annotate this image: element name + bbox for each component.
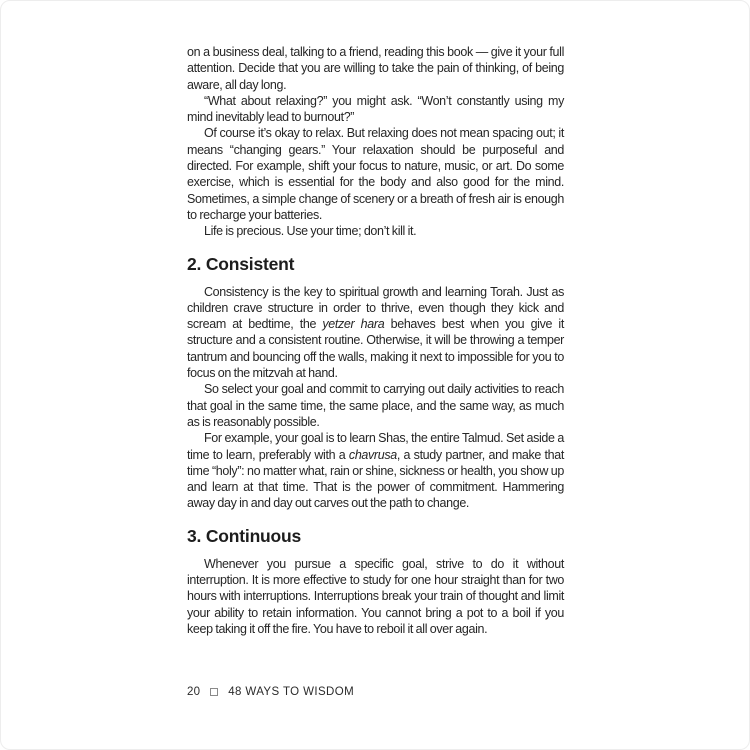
page-footer (187, 686, 354, 698)
paragraph (187, 284, 564, 382)
paragraph-text-run: For example, your goal is to learn Shas, the entire Talmud. Set aside a time to learn, preferably with a (187, 431, 564, 462)
page-number: 20 (187, 686, 201, 698)
italic-term-chavrusa: chavrusa (348, 447, 397, 462)
paragraph: So select your goal and commit to carrying out daily activities to reach that goal in the same time, the same place, and the same way, as much as is reasonably possible. (187, 382, 564, 429)
paragraph-text-run: behaves best when you give it structure and a consistent routine. Otherwise, it will be throwing a temper tantrum and bouncing off the walls, making it next to impossible for you to focus on the mitzvah at hand. (187, 317, 564, 381)
running-title: 48 WAYS TO WISDOM (228, 686, 355, 698)
paragraph: Life is precious. Use your time; don’t kill it. (204, 224, 417, 239)
italic-term-yetzer-hara: yetzer hara (322, 317, 385, 332)
footer-separator-square-icon (210, 688, 218, 696)
paragraph-text-run: Consistency is the key to spiritual growth and learning Torah. Just as children crave structure in order to thrive, even though they kick and scream at bedtime, the (187, 284, 564, 332)
paragraph: Of course it’s okay to relax. But relaxing does not mean spacing out; it means “changing gears.” Your relaxation should be purposeful and directed. For example, shift your focus to nature, music, or art. Do some exercise, which is essential for the body and also good for the mind. Sometimes, a simple change of scenery or a breath of fresh air is enough to recharge your batteries. (187, 126, 564, 222)
paragraph (187, 430, 564, 511)
paragraph-text-run: , a study partner, and make that time “holy”: no matter what, rain or shine, sickness or health, you show up and learn at that time. That is the power of commitment. Hammering away day in and day out carves out the path to change. (187, 447, 564, 511)
section-heading-continuous: 3. Continuous (187, 525, 302, 546)
page-text-column (187, 44, 564, 637)
section-heading-consistent: 2. Consistent (187, 253, 295, 274)
paragraph: “What about relaxing?” you might ask. “Won’t constantly using my mind inevitably lead to burnout?” (187, 93, 564, 125)
paragraph: Whenever you pursue a specific goal, strive to do it without interruption. It is more effective to study for one hour straight than for two hours with interruptions. Interruptions break your train of thought and limit your ability to retain information. You cannot bring a pot to a boil if you keep taking it off the fire. You have to reboil it all over again. (187, 556, 564, 636)
paragraph-continuation: on a business deal, talking to a friend, reading this book — give it your full attention. Decide that you are willing to take the pain of thinking, of being aware, all day long. (187, 45, 564, 92)
